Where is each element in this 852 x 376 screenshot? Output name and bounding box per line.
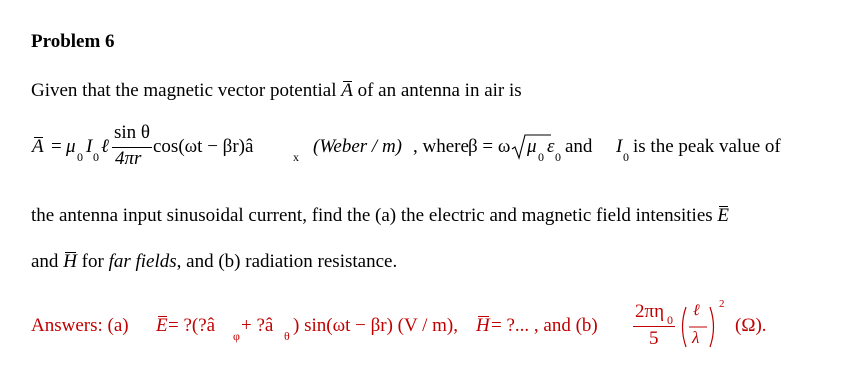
eq-mu-sub: 0: [77, 150, 83, 164]
eq-tail: is the peak value of: [633, 136, 781, 157]
answers-phi-sub: φ: [233, 329, 240, 343]
answers-label: Answers: (a): [31, 315, 129, 336]
line-four: [31, 251, 397, 273]
problem-title: Problem 6: [31, 31, 115, 52]
answers-exp: 2: [719, 298, 725, 310]
line4-italic: far fields: [108, 251, 177, 272]
eq-i-sub: 0: [93, 150, 99, 164]
eq-denominator: 4πr: [115, 148, 142, 169]
eq-where: , where: [413, 136, 469, 157]
vector-h-symbol: H: [63, 251, 77, 272]
eq-numerator: sin θ: [114, 122, 151, 143]
answers-num: 2πη: [635, 301, 665, 322]
answers-plus: + ?â: [241, 315, 274, 336]
answers-num-sub: 0: [667, 313, 673, 327]
eq-mu: μ: [66, 136, 76, 157]
eq-ax-sub: x: [293, 150, 299, 164]
vector-potential-equation: [31, 122, 831, 178]
eq-i2-sub: 0: [623, 150, 629, 164]
answers-unit: (Ω).: [735, 315, 767, 336]
answers-ell: ℓ: [693, 302, 700, 319]
line4-pre: and: [31, 251, 64, 272]
answers-fraction-bar: [633, 326, 675, 327]
line-three: [31, 205, 729, 227]
eq-sqrt-eps-sub: 0: [555, 150, 561, 164]
answers-h-expr: = ?... , and (b): [491, 315, 598, 336]
eq-cos-term: cos(ωt − βr)â: [153, 136, 254, 157]
answers-e-symbol: E: [156, 315, 168, 336]
eq-i: I: [86, 136, 93, 157]
vector-a-symbol: A: [341, 80, 353, 101]
answers-h-symbol: H: [476, 315, 490, 336]
answers-sin-part: ) sin(ωt − βr) (V / m),: [293, 315, 458, 336]
intro-text-after: of an antenna in air is: [352, 80, 522, 101]
answers-den: 5: [649, 328, 659, 349]
eq-ell: ℓ: [101, 136, 109, 157]
eq-and: and: [565, 136, 593, 157]
eq-sqrt-mu: μ: [527, 136, 537, 157]
line4-post: , and (b) radiation resistance.: [176, 251, 398, 272]
eq-units: (Weber / m): [313, 136, 402, 157]
eq-i2: I: [616, 136, 623, 157]
vector-e-symbol: E: [717, 205, 730, 226]
line4-mid: for: [76, 251, 109, 272]
eq-sqrt-mu-sub: 0: [538, 150, 544, 164]
eq-sqrt-eps: ε: [547, 136, 555, 157]
intro-line: [31, 80, 522, 102]
answers-theta-sub: θ: [284, 329, 290, 343]
eq-equals: =: [51, 136, 62, 157]
answers-e-expr: = ?(?â: [168, 315, 216, 336]
eq-beta: β = ω: [468, 136, 511, 157]
answers-line: [31, 298, 831, 353]
line3-text: the antenna input sinusoidal current, find the (a) the electric and magnetic field intensities: [31, 205, 718, 226]
answers-lambda: λ: [692, 328, 700, 347]
intro-text-before: Given that the magnetic vector potential: [31, 80, 342, 101]
eq-lhs-a: A: [32, 136, 44, 157]
